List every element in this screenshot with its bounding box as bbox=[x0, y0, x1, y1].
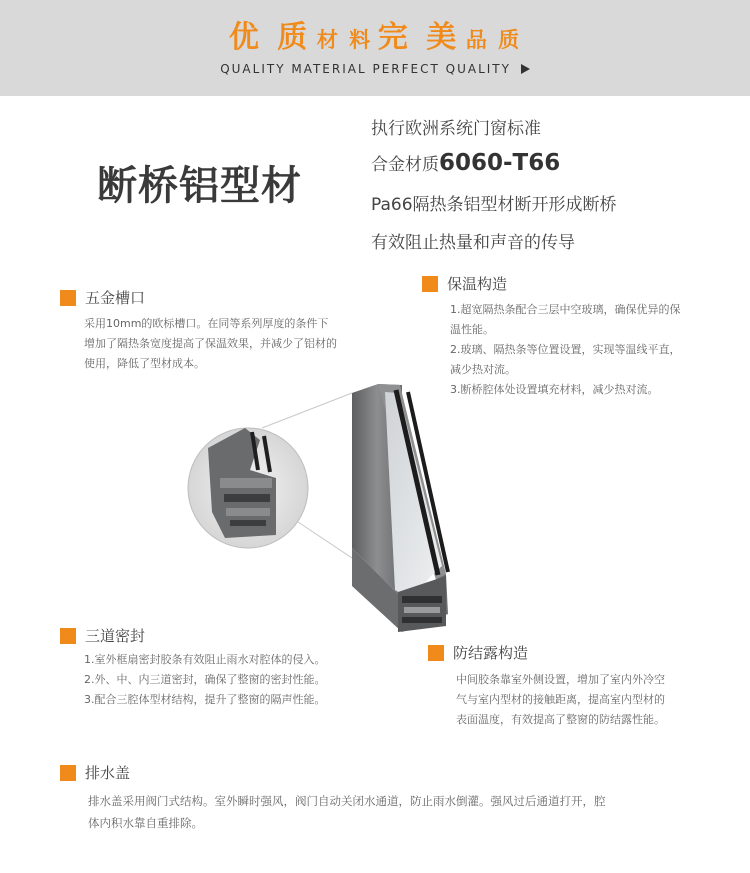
connector-line-top bbox=[262, 393, 352, 428]
play-arrow-icon bbox=[521, 64, 530, 74]
feature-condensation-text bbox=[456, 670, 665, 730]
banner-subtitle-row bbox=[0, 62, 750, 76]
banner-title bbox=[0, 12, 750, 56]
banner-title-part4: 品 质 bbox=[465, 28, 522, 52]
feature-seal-text bbox=[84, 650, 326, 710]
feature-groove-line: 使用，降低了型材成本。 bbox=[84, 357, 205, 370]
feature-condensation-line: 表面温度，有效提高了整窗的防结露性能。 bbox=[456, 713, 665, 726]
feature-insulation-line: 2.玻璃、隔热条等位置设置，实现等温线平直， bbox=[450, 343, 681, 356]
feature-insulation-label: 保温构造 bbox=[447, 275, 508, 293]
feature-insulation-line: 减少热对流。 bbox=[450, 363, 516, 376]
intro-line-3: Pa66隔热条铝型材断开形成断桥 bbox=[371, 195, 617, 215]
intro-line-2 bbox=[371, 150, 560, 176]
feature-drain-label: 排水盖 bbox=[85, 764, 131, 782]
feature-drain-line: 排水盖采用阀门式结构。室外瞬时强风，阀门自动关闭水通道，防止雨水倒灌。强风过后通道打开，腔 bbox=[88, 794, 606, 808]
feature-groove-line: 采用10mm的欧标槽口。在同等系列厚度的条件下 bbox=[84, 317, 329, 330]
feature-groove-label: 五金槽口 bbox=[85, 289, 146, 307]
window-frame bbox=[352, 384, 448, 632]
feature-seal-label: 三道密封 bbox=[85, 627, 146, 645]
alloy-grade: 6060-T66 bbox=[439, 150, 561, 176]
feature-drain-title bbox=[60, 762, 130, 783]
feature-insulation-line: 3.断桥腔体处设置填充材料，减少热对流。 bbox=[450, 383, 659, 396]
feature-seal-line: 2.外、中、内三道密封，确保了整窗的密封性能。 bbox=[84, 673, 326, 686]
detail-magnifier bbox=[188, 428, 308, 548]
feature-insulation-line: 温性能。 bbox=[450, 323, 494, 336]
orange-square-icon bbox=[60, 765, 76, 781]
intro-line-2-prefix: 合金材质 bbox=[371, 155, 439, 175]
feature-drain-text bbox=[88, 790, 606, 834]
feature-seal-title bbox=[60, 625, 145, 646]
orange-square-icon bbox=[60, 290, 76, 306]
orange-square-icon bbox=[60, 628, 76, 644]
feature-condensation-title bbox=[428, 642, 528, 663]
banner-title-part2: 材 料 bbox=[316, 28, 373, 52]
connector-line-bottom bbox=[298, 522, 430, 610]
intro-line-1: 执行欧洲系统门窗标准 bbox=[371, 119, 541, 139]
banner-title-part1: 优 质 bbox=[228, 20, 312, 55]
feature-insulation-text bbox=[450, 300, 681, 400]
orange-square-icon bbox=[428, 645, 444, 661]
feature-condensation-label: 防结露构造 bbox=[453, 644, 529, 662]
banner-subtitle: QUALITY MATERIAL PERFECT QUALITY bbox=[220, 62, 511, 76]
feature-condensation-line: 气与室内型材的接触距离，提高室内型材的 bbox=[456, 693, 665, 706]
feature-condensation-line: 中间胶条靠室外侧设置，增加了室内外冷空 bbox=[456, 673, 665, 686]
banner-title-part3: 完 美 bbox=[377, 20, 461, 55]
header-banner bbox=[0, 0, 750, 96]
product-name: 断桥铝型材 bbox=[97, 163, 302, 209]
feature-insulation-title bbox=[422, 273, 507, 294]
feature-insulation-line: 1.超宽隔热条配合三层中空玻璃，确保优异的保 bbox=[450, 303, 681, 316]
feature-groove-title bbox=[60, 287, 145, 308]
feature-groove-line: 增加了隔热条宽度提高了保温效果，并减少了铝材的 bbox=[84, 337, 337, 350]
feature-drain-line: 体内积水靠自重排除。 bbox=[88, 816, 203, 830]
feature-seal-line: 3.配合三腔体型材结构，提升了整窗的隔声性能。 bbox=[84, 693, 326, 706]
intro-line-4: 有效阻止热量和声音的传导 bbox=[371, 233, 575, 253]
feature-groove-text bbox=[84, 314, 337, 374]
feature-seal-line: 1.室外框扇密封胶条有效阻止雨水对腔体的侵入。 bbox=[84, 653, 326, 666]
orange-square-icon bbox=[422, 276, 438, 292]
